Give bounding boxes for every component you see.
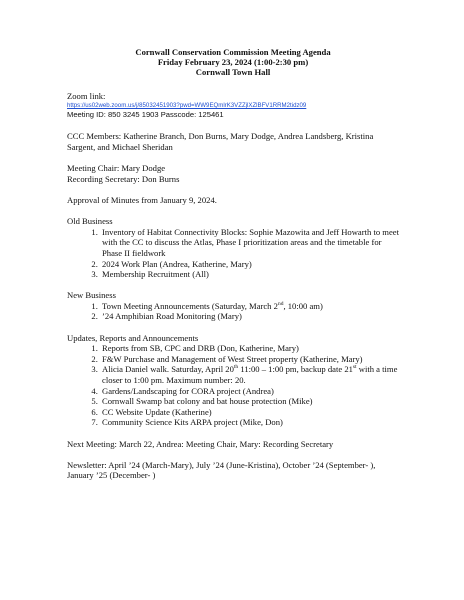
list-item: 7. Community Science Kits ARPA project (Mike, Don): [100, 417, 399, 428]
list-item: 4. Gardens/Landscaping for CORA project (Andrea): [100, 386, 399, 397]
ordinal-suffix: st: [352, 364, 357, 371]
list-item: 2. F&W Purchase and Management of West Street property (Katherine, Mary): [100, 354, 399, 365]
next-meeting: Next Meeting: March 22, Andrea: Meeting Chair, Mary: Recording Secretary: [67, 438, 334, 449]
updates-section: [67, 333, 399, 428]
meeting-id-passcode: Meeting ID: 850 3245 1903 Passcode: 125461: [67, 110, 224, 120]
ordinal-suffix: th: [233, 364, 239, 371]
newsletter-schedule: Newsletter: April ’24 (March-Mary), July ’24 (June-Kristina), October ’24 (September- ), January ’25 (December- ): [67, 459, 376, 481]
list-item-text: Town Meeting Announcements (Saturday, March 2: [102, 300, 278, 311]
meeting-chair: Meeting Chair: Mary Dodge: [67, 163, 166, 174]
old-business-heading: Old Business: [67, 216, 113, 227]
new-business-heading: New Business: [67, 290, 116, 301]
list-item: 2. ’24 Amphibian Road Monitoring (Mary): [100, 311, 399, 322]
approval-of-minutes: Approval of Minutes from January 9, 2024.: [67, 194, 217, 205]
list-item: [100, 301, 399, 312]
members-list: CCC Members: Katherine Branch, Don Burns, Mary Dodge, Andrea Landsberg, Kristina Sargent, and Michael Sheridan: [67, 131, 374, 152]
list-item-text: with a time closer to 1:00 pm. Maximum number: 20.: [102, 364, 398, 386]
list-item-text: Alicia Daniel walk. Saturday, April 20: [102, 364, 234, 375]
list-item: 2. 2024 Work Plan (Andrea, Katherine, Mary): [100, 259, 399, 270]
agenda-title: Cornwall Conservation Commission Meeting Agenda: [135, 47, 331, 57]
zoom-section: [67, 91, 399, 121]
list-item: 6. CC Website Update (Katherine): [100, 407, 399, 418]
old-business-section: [67, 216, 399, 280]
roles-section: [67, 163, 399, 184]
updates-heading: Updates, Reports and Announcements: [67, 332, 199, 343]
recording-secretary: Recording Secretary: Don Burns: [67, 173, 180, 184]
list-item: 5. Cornwall Swamp bat colony and bat house protection (Mike): [100, 396, 399, 407]
agenda-date-time: Friday February 23, 2024 (1:00-2:30 pm): [157, 57, 309, 68]
list-item-text: , 10:00 am): [283, 300, 323, 311]
agenda-location: Cornwall Town Hall: [195, 67, 271, 78]
list-item: [100, 364, 399, 385]
updates-list: [67, 343, 399, 428]
zoom-link[interactable]: https://us02web.zoom.us/j/85032451903?pwd=WW9EQmlrK3VZZjlXZlBFV1RRM2tidz09: [67, 102, 307, 110]
list-item-text: 11:00 – 1:00 pm, backup date 21: [238, 364, 353, 375]
list-item: 1. Reports from SB, CPC and DRB (Don, Katherine, Mary): [100, 343, 399, 354]
old-business-list: [67, 227, 399, 280]
new-business-section: [67, 290, 399, 322]
new-business-list: [67, 301, 399, 322]
ordinal-suffix: nd: [277, 301, 284, 308]
list-item: 1. Inventory of Habitat Connectivity Blocks: Sophie Mazowita and Jeff Howarth to meet with the CC to discuss the Atlas, Phase I prioritization areas and the timetable for Phase II fieldwork: [100, 227, 399, 259]
agenda-header: [67, 47, 399, 78]
list-item: 3. Membership Recruitment (All): [100, 269, 399, 280]
agenda-content: [67, 47, 399, 492]
zoom-label: Zoom link:: [67, 90, 106, 101]
